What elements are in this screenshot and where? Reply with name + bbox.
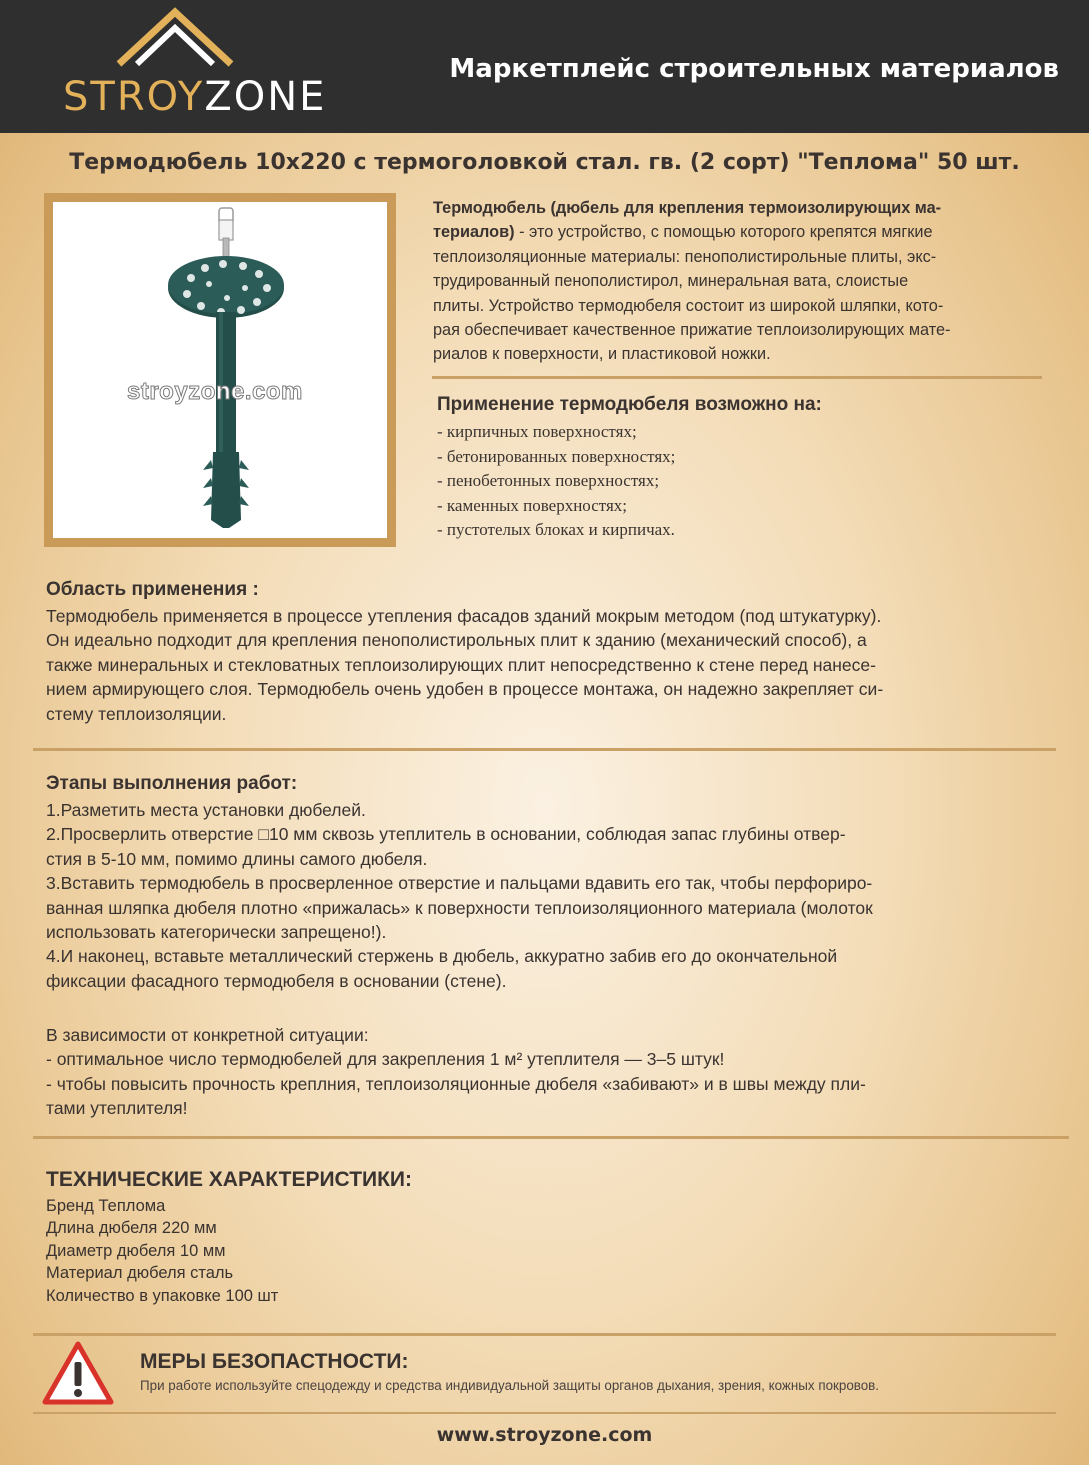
text-line: стия в 5-10 мм, помимо длины самого дюбеля. bbox=[46, 848, 428, 869]
footer-website-link[interactable]: www.stroyzone.com bbox=[436, 1424, 653, 1446]
divider bbox=[432, 376, 1042, 379]
text-line: 4.И наконец, вставьте металлический стержень в дюбель, аккуратно забив его до окончательной bbox=[46, 946, 838, 967]
spec-item: Длина дюбеля 220 мм bbox=[46, 1219, 217, 1238]
text-line: также минеральных и стекловатных теплоизолирующих плит непосредственно к стене перед нанесе- bbox=[46, 654, 876, 675]
text-line: использовать категорически запрещено!). bbox=[46, 922, 387, 943]
text-line: ванная шляпка дюбеля плотно «прижалась» к поверхности теплоизоляционного материала (молоток bbox=[46, 897, 873, 918]
product-description bbox=[433, 196, 1063, 367]
text-line: - оптимальное число термодюбелей для закрепления 1 м² утеплителя — 3–5 штук! bbox=[46, 1049, 725, 1070]
header-title: Маркетплейс строительных материалов bbox=[449, 54, 1059, 84]
list-item: - бетонированных поверхностях; bbox=[437, 446, 676, 466]
text-line: Он идеально подходит для крепления пенополистирольных плит к зданию (механический способ), а bbox=[46, 630, 867, 651]
text-line: 2.Просверлить отверстие □10 мм сквозь утеплитель в основании, соблюдая запас глубины отвер- bbox=[46, 824, 846, 845]
spec-item: Диаметр дюбеля 10 мм bbox=[46, 1241, 226, 1260]
intro-line: риалов к поверхности, и пластиковой ножки. bbox=[433, 345, 771, 364]
product-image-frame bbox=[44, 193, 396, 547]
watermark: stroyzone.com bbox=[127, 378, 303, 405]
list-item: - каменных поверхностях; bbox=[437, 495, 628, 515]
spec-item: Бренд Теплома bbox=[46, 1197, 166, 1215]
tech-specs-list bbox=[46, 1195, 278, 1307]
logo-text-stroy: STROY bbox=[63, 74, 205, 120]
intro-line: плиты. Устройство термодюбеля состоит из широкой шляпки, кото- bbox=[433, 296, 944, 315]
text-line: нием армирующего слоя. Термодюбель очень удобен в процессе монтажа, он надежно закрепляет си- bbox=[46, 679, 884, 700]
text-line: 1.Разметить места установки дюбелей. bbox=[46, 800, 366, 820]
site-header bbox=[0, 0, 1089, 133]
text-line: 3.Вставить термодюбель в просверленное отверстие и пальцами вдавить его так, чтобы перфориро- bbox=[46, 873, 873, 894]
application-heading: Применение термодюбеля возможно на: bbox=[437, 394, 822, 415]
spec-item: Материал дюбеля сталь bbox=[46, 1264, 234, 1283]
divider bbox=[33, 1412, 1056, 1414]
text-line: фиксации фасадного термодюбеля в основании (стене). bbox=[46, 970, 507, 991]
intro-line: териалов) - это устройство, с помощью которого крепятся мягкие bbox=[433, 223, 933, 242]
scope-heading: Область применения : bbox=[46, 579, 259, 600]
situation-text bbox=[46, 1023, 866, 1121]
divider bbox=[33, 1333, 1056, 1336]
text-line: Термодюбель применяется в процессе утепления фасадов зданий мокрым методом (под штукатурку). bbox=[46, 606, 882, 626]
intro-line: теплоизоляционные материалы: пенополистирольные плиты, экс- bbox=[433, 247, 937, 266]
text-line: - чтобы повысить прочность креплния, теплоизоляционные дюбеля «забивают» и в швы между пли- bbox=[46, 1073, 866, 1094]
product-title: Термодюбель 10x220 с термоголовкой стал. гв. (2 сорт) "Теплома" 50 шт. bbox=[69, 150, 1020, 175]
list-item: - кирпичных поверхностях; bbox=[437, 422, 637, 441]
intro-line: рая обеспечивает качественное прижатие теплоизолирующих мате- bbox=[433, 321, 951, 340]
divider bbox=[33, 748, 1056, 751]
intro-line: трудированный пенополистирол, минеральная вата, слоистые bbox=[433, 272, 909, 291]
list-item: - пустотелых блоках и кирпичах. bbox=[437, 520, 675, 539]
list-item: - пенобетонных поверхностях; bbox=[437, 471, 660, 490]
safety-heading: МЕРЫ БЕЗОПАСТНОСТИ: bbox=[140, 1350, 409, 1373]
logo-text-zone: ZONE bbox=[204, 74, 327, 120]
steps-heading: Этапы выполнения работ: bbox=[46, 773, 298, 794]
divider bbox=[33, 1136, 1069, 1139]
warning-icon bbox=[42, 1340, 114, 1406]
application-list bbox=[437, 420, 675, 543]
product-image bbox=[53, 202, 387, 538]
steps-text bbox=[46, 798, 873, 993]
safety-text: При работе используйте спецодежду и средства индивидуальной защиты органов дыхания, зрения, кожных покровов. bbox=[140, 1378, 880, 1393]
text-line: тами утеплителя! bbox=[46, 1098, 188, 1119]
logo[interactable] bbox=[63, 74, 326, 120]
text-line: стему теплоизоляции. bbox=[46, 703, 227, 724]
scope-text bbox=[46, 604, 883, 726]
house-roof-icon bbox=[115, 6, 235, 68]
text-line: В зависимости от конкретной ситуации: bbox=[46, 1025, 369, 1045]
intro-line: Термодюбель (дюбель для крепления термоизолирующих ма- bbox=[433, 199, 942, 217]
thermo-dowel-illustration bbox=[53, 202, 387, 538]
tech-specs-heading: ТЕХНИЧЕСКИЕ ХАРАКТЕРИСТИКИ: bbox=[46, 1168, 413, 1191]
spec-item: Количество в упаковке 100 шт bbox=[46, 1286, 279, 1305]
